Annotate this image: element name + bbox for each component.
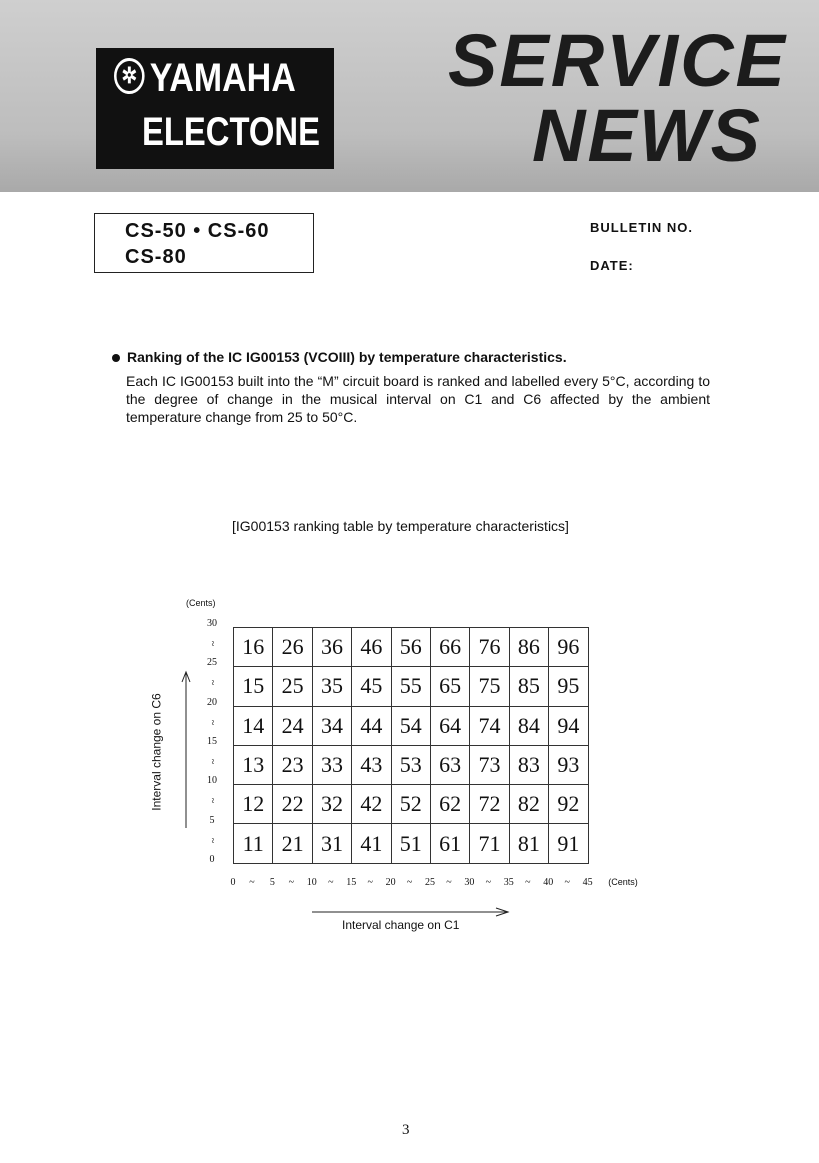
range-separator: ~ (367, 877, 373, 888)
rank-cell: 52 (391, 785, 430, 824)
range-separator: ~ (206, 640, 218, 647)
rank-cell: 93 (549, 745, 588, 784)
y-tick: 5 (209, 814, 215, 826)
bulletin-label: BULLETIN NO. (590, 220, 693, 235)
rank-cell: 45 (352, 667, 391, 706)
rank-cell: 26 (273, 628, 312, 667)
table-row (234, 706, 589, 745)
models-line1: CS-50 • CS-60 (125, 220, 270, 242)
x-tick: 5 (269, 877, 275, 888)
x-tick: 20 (385, 877, 396, 888)
brand-name: YAMAHA (149, 56, 296, 100)
x-tick: 45 (582, 877, 593, 888)
title-news: NEWS (532, 94, 762, 177)
rank-cell: 56 (391, 628, 430, 667)
rank-cell: 71 (470, 824, 509, 863)
rank-cell: 32 (312, 785, 351, 824)
model-box (94, 213, 314, 273)
range-separator: ~ (328, 877, 334, 888)
y-tick: 0 (209, 853, 215, 865)
rank-cell: 96 (549, 628, 588, 667)
rank-cell: 54 (391, 706, 430, 745)
range-separator: ~ (525, 877, 531, 888)
x-tick: 10 (306, 877, 317, 888)
range-separator: ~ (288, 877, 295, 888)
rank-cell: 61 (430, 824, 469, 863)
rank-cell: 14 (234, 706, 273, 745)
rank-cell: 75 (470, 667, 509, 706)
rank-cell: 65 (430, 667, 469, 706)
rank-cell: 82 (509, 785, 548, 824)
range-separator: ~ (206, 758, 218, 765)
range-separator: ~ (206, 680, 218, 686)
rank-cell: 42 (352, 785, 391, 824)
rank-cell: 72 (470, 785, 509, 824)
range-separator: ~ (206, 797, 218, 804)
rank-cell: 85 (509, 667, 548, 706)
rank-cell: 13 (234, 745, 273, 784)
rank-cell: 86 (509, 628, 548, 667)
date-label: DATE: (590, 258, 634, 273)
y-tick: 15 (207, 735, 217, 747)
models-line2: CS-80 (125, 246, 187, 268)
range-separator: ~ (564, 877, 570, 888)
rank-cell: 73 (470, 745, 509, 784)
x-tick: 15 (346, 877, 357, 888)
rank-cell: 21 (273, 824, 312, 863)
x-axis-arrow (312, 906, 512, 918)
rank-cell: 92 (549, 785, 588, 824)
y-axis-label: Interval change on C6 (149, 693, 164, 811)
rank-cell: 11 (234, 824, 273, 863)
title-service: SERVICE (448, 19, 787, 102)
table-row (234, 745, 589, 784)
y-tick: 20 (207, 696, 217, 708)
rank-cell: 51 (391, 824, 430, 863)
rank-cell: 84 (509, 706, 548, 745)
rank-cell: 12 (234, 785, 273, 824)
rank-cell: 46 (352, 628, 391, 667)
rank-cell: 25 (273, 667, 312, 706)
y-axis-arrow (180, 670, 192, 830)
ranking-table (233, 627, 589, 864)
rank-cell: 81 (509, 824, 548, 863)
range-separator: ~ (206, 837, 218, 843)
rank-cell: 35 (312, 667, 351, 706)
x-tick: 0 (230, 877, 236, 888)
rank-cell: 23 (273, 745, 312, 784)
rank-cell: 16 (234, 628, 273, 667)
section-body: Each IC IG00153 built into the “M” circuit board is ranked and labelled every 5°C, according to the degree of change in the musical interval on C1 and C6 affected by the ambient temperature change from 25 to 50°C. (126, 373, 710, 425)
rank-cell: 66 (430, 628, 469, 667)
table-caption: [IG00153 ranking table by temperature characteristics] (232, 518, 569, 534)
y-tick: 10 (207, 775, 217, 787)
rank-cell: 22 (273, 785, 312, 824)
table-row (234, 785, 589, 824)
y-tick: 25 (207, 657, 217, 669)
range-separator: ~ (446, 877, 452, 888)
range-separator: ~ (206, 719, 218, 725)
x-tick: 30 (464, 877, 475, 888)
rank-cell: 91 (549, 824, 588, 863)
rank-cell: 63 (430, 745, 469, 784)
rank-cell: 83 (509, 745, 548, 784)
rank-cell: 24 (273, 706, 312, 745)
range-separator: ~ (406, 877, 413, 888)
rank-cell: 36 (312, 628, 351, 667)
x-unit: (Cents) (608, 877, 638, 887)
rank-cell: 15 (234, 667, 273, 706)
table-row (234, 628, 589, 667)
x-tick: 35 (503, 877, 514, 888)
rank-cell: 64 (430, 706, 469, 745)
rank-cell: 76 (470, 628, 509, 667)
rank-cell: 95 (549, 667, 588, 706)
rank-cell: 62 (430, 785, 469, 824)
x-axis-label: Interval change on C1 (342, 918, 460, 932)
range-separator: ~ (485, 877, 492, 888)
bullet-icon (112, 354, 120, 362)
rank-cell: 74 (470, 706, 509, 745)
rank-cell: 53 (391, 745, 430, 784)
page-number: 3 (402, 1122, 410, 1138)
rank-cell: 33 (312, 745, 351, 784)
tuning-fork-emblem-icon: ✲ (114, 58, 145, 94)
table-row (234, 667, 589, 706)
rank-cell: 43 (352, 745, 391, 784)
y-unit: (Cents) (186, 598, 216, 608)
rank-cell: 55 (391, 667, 430, 706)
rank-cell: 94 (549, 706, 588, 745)
yamaha-electone-logo (96, 48, 334, 169)
x-tick: 25 (425, 877, 435, 888)
rank-cell: 41 (352, 824, 391, 863)
rank-cell: 31 (312, 824, 351, 863)
range-separator: ~ (249, 877, 255, 888)
rank-cell: 44 (352, 706, 391, 745)
section-heading: Ranking of the IC IG00153 (VCOIII) by temperature characteristics. (127, 349, 567, 365)
rank-cell: 34 (312, 706, 351, 745)
x-tick: 40 (543, 877, 554, 888)
product-name: ELECTONE (142, 110, 321, 154)
table-row (234, 824, 589, 863)
y-tick: 30 (207, 618, 217, 629)
